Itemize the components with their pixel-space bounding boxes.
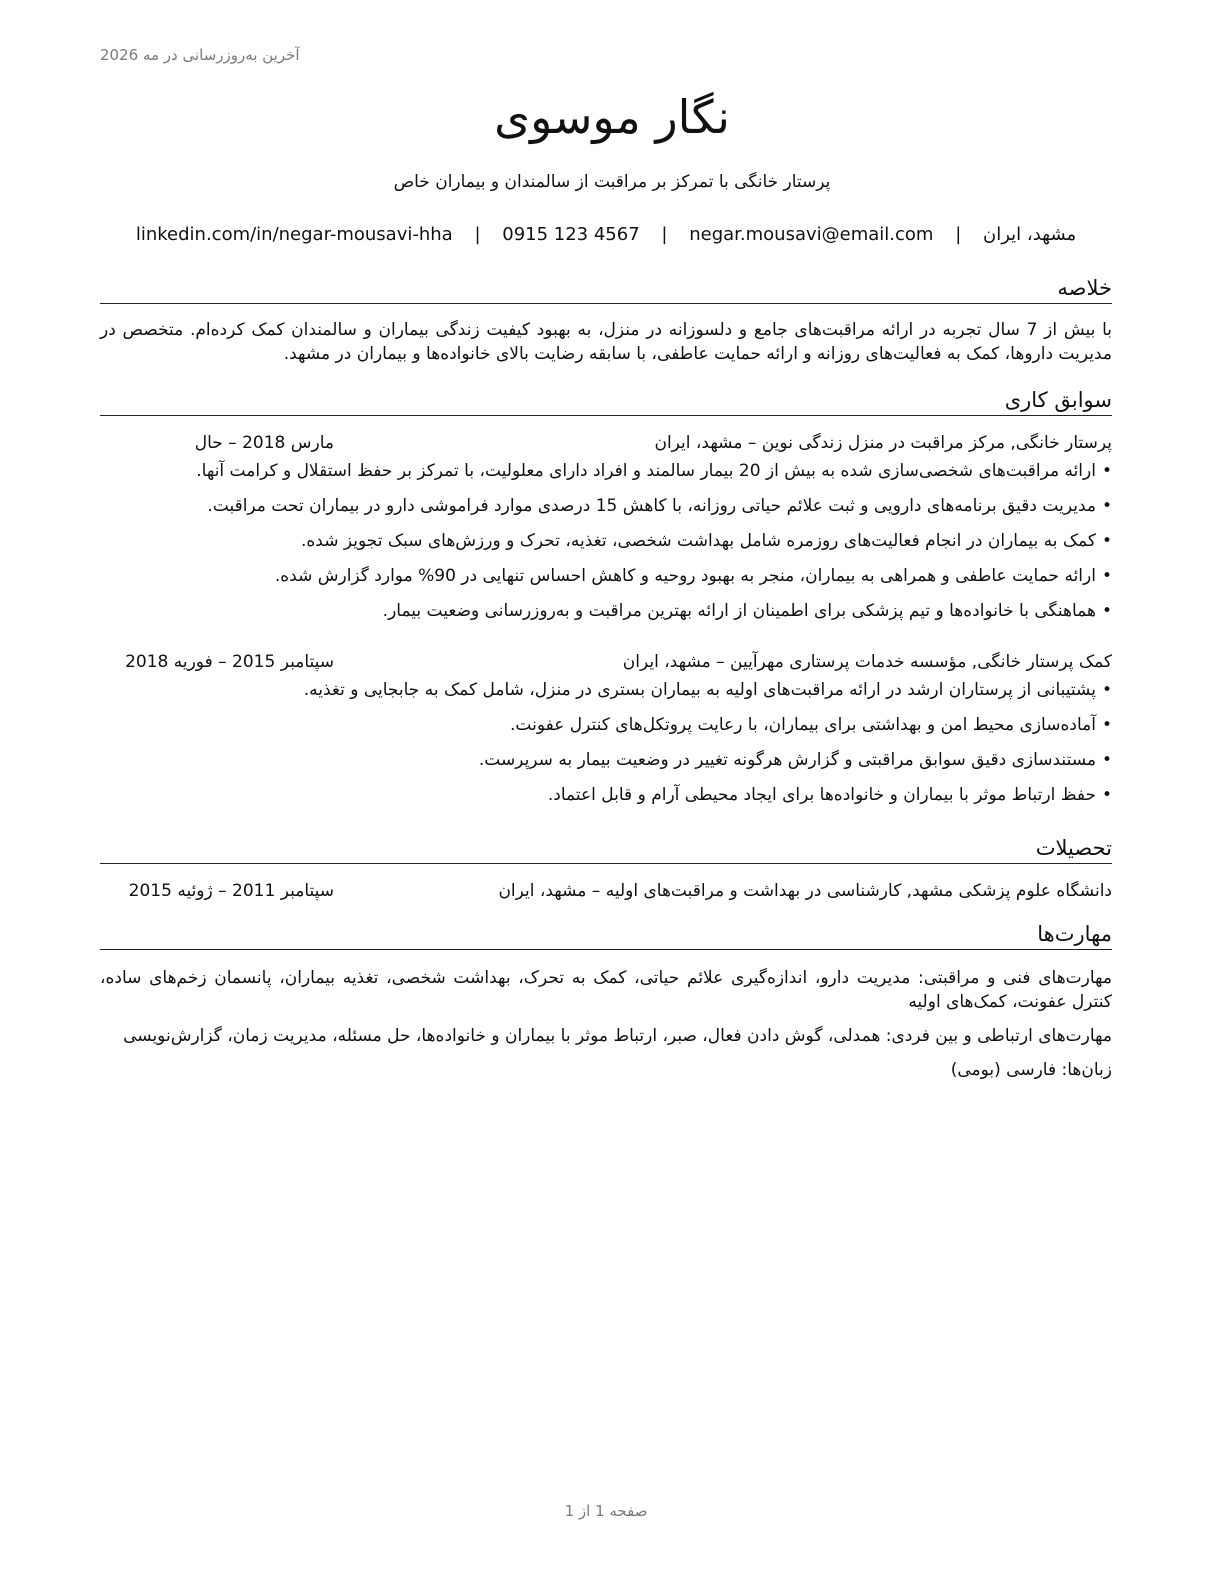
bullet-icon: • (1101, 680, 1112, 701)
contact-phone: 0915 123 4567 (502, 224, 640, 245)
job-title: پرستار خانگی, مرکز مراقبت در منزل زندگی نوین – مشهد، ایران (654, 433, 1112, 454)
list-item (100, 594, 1112, 629)
job-dates: مارس 2018 – حال (194, 433, 334, 454)
page-number: صفحه 1 از 1 (564, 1502, 648, 1520)
skills-languages: زبان‌ها: فارسی (بومی) (950, 1060, 1112, 1081)
list-item (100, 673, 1112, 708)
bullet-icon: • (1101, 531, 1112, 552)
bullet-icon: • (1101, 750, 1112, 771)
education-degree: دانشگاه علوم پزشکی مشهد, کارشناسی در بهداشت و مراقبت‌های اولیه – مشهد، ایران (498, 881, 1112, 902)
summary-section (100, 276, 1112, 366)
bullet-text: هماهنگی با خانواده‌ها و تیم پزشکی برای اطمینان از ارائه بهترین مراقبت و به‌روزرسانی وضعیت بیمار. (382, 601, 1096, 622)
bullet-icon: • (1101, 496, 1112, 517)
experience-section (100, 388, 1112, 813)
list-item (100, 708, 1112, 743)
candidate-name: نگار موسوی (494, 90, 730, 144)
bullet-text: مدیریت دقیق برنامه‌های دارویی و ثبت علائم حیاتی روزانه، با کاهش 15 درصدی موارد فراموشی دارو در بیماران تحت مراقبت. (207, 496, 1096, 517)
experience-heading: سوابق کاری (100, 388, 1112, 416)
contact-email[interactable]: negar.mousavi@email.com (689, 224, 934, 245)
bullet-text: کمک به بیماران در انجام فعالیت‌های روزمره شامل بهداشت شخصی، تغذیه، تحرک و ورزش‌های سبک تجویز شده. (300, 531, 1096, 552)
contact-location: مشهد، ایران (983, 224, 1077, 245)
bullet-text: ارائه مراقبت‌های شخصی‌سازی شده به بیش از 20 بیمار سالمند و افراد دارای معلولیت، با تمرکز بر حفظ استقلال و کرامت آنها. (196, 461, 1096, 482)
contact-line (0, 224, 1212, 245)
contact-separator: | (661, 224, 668, 245)
contact-separator: | (955, 224, 962, 245)
bullet-icon: • (1101, 566, 1112, 587)
last-updated: آخرین به‌روزرسانی در مه 2026 (100, 46, 300, 64)
contact-linkedin[interactable]: linkedin.com/in/negar-mousavi-hha (135, 224, 453, 245)
job-bullets (100, 673, 1112, 813)
bullet-text: ارائه حمایت عاطفی و همراهی به بیماران، منجر به بهبود روحیه و کاهش احساس تنهایی در 90% موارد گزارش شده. (274, 566, 1096, 587)
skills-section (100, 922, 1112, 1082)
list-item (100, 743, 1112, 778)
education-dates: سپتامبر 2011 – ژوئیه 2015 (128, 881, 334, 902)
job-header (100, 430, 1112, 456)
list-item (100, 778, 1112, 813)
bullet-icon: • (1101, 785, 1112, 806)
list-item (100, 454, 1112, 489)
education-heading: تحصیلات (100, 836, 1112, 864)
bullet-text: پشتیبانی از پرستاران ارشد در ارائه مراقبت‌های اولیه به بیماران بستری در منزل، شامل کمک به جابجایی و تغذیه. (303, 680, 1096, 701)
bullet-text: آماده‌سازی محیط امن و بهداشتی برای بیماران، با رعایت پروتکل‌های کنترل عفونت. (510, 715, 1096, 736)
summary-heading: خلاصه (100, 276, 1112, 304)
job-title: کمک پرستار خانگی, مؤسسه خدمات پرستاری مهرآیین – مشهد، ایران (622, 652, 1112, 673)
bullet-text: حفظ ارتباط موثر با بیماران و خانواده‌ها برای ایجاد محیطی آرام و قابل اعتماد. (547, 785, 1096, 806)
bullet-icon: • (1101, 461, 1112, 482)
contact-separator: | (474, 224, 481, 245)
job-dates: سپتامبر 2015 – فوریه 2018 (125, 652, 334, 673)
education-entry (100, 878, 1112, 904)
bullet-icon: • (1101, 715, 1112, 736)
skills-technical: مهارت‌های فنی و مراقبتی: مدیریت دارو، اندازه‌گیری علائم حیاتی، کمک به تحرک، بهداشت شخصی، تغذیه بیماران، پانسمان زخم‌های ساده، کنترل عفونت، کمک‌های اولیه (100, 968, 1112, 1013)
summary-text: با بیش از 7 سال تجربه در ارائه مراقبت‌های جامع و دلسوزانه در منزل، به بهبود کیفیت زندگی بیماران و سالمندان کمک کرده‌ام. متخصص در مدیریت داروها، کمک به فعالیت‌های روزانه و ارائه حمایت عاطفی، با سابقه رضایت بالای خانواده‌ها و بیماران در مشهد. (100, 320, 1112, 365)
list-item (100, 524, 1112, 559)
job-bullets (100, 454, 1112, 629)
list-item (100, 489, 1112, 524)
list-item (100, 559, 1112, 594)
bullet-icon: • (1101, 601, 1112, 622)
candidate-headline: پرستار خانگی با تمرکز بر مراقبت از سالمندان و بیماران خاص (393, 172, 831, 192)
skills-heading: مهارت‌ها (100, 922, 1112, 950)
job-header (100, 649, 1112, 675)
skills-interpersonal: مهارت‌های ارتباطی و بین فردی: همدلی، گوش دادن فعال، صبر، ارتباط موثر با بیماران و خانواده‌ها، حل مسئله، مدیریت زمان، گزارش‌نویسی (123, 1026, 1112, 1047)
education-section (100, 836, 1112, 904)
bullet-text: مستندسازی دقیق سوابق مراقبتی و گزارش هرگونه تغییر در وضعیت بیمار به سرپرست. (478, 750, 1096, 771)
